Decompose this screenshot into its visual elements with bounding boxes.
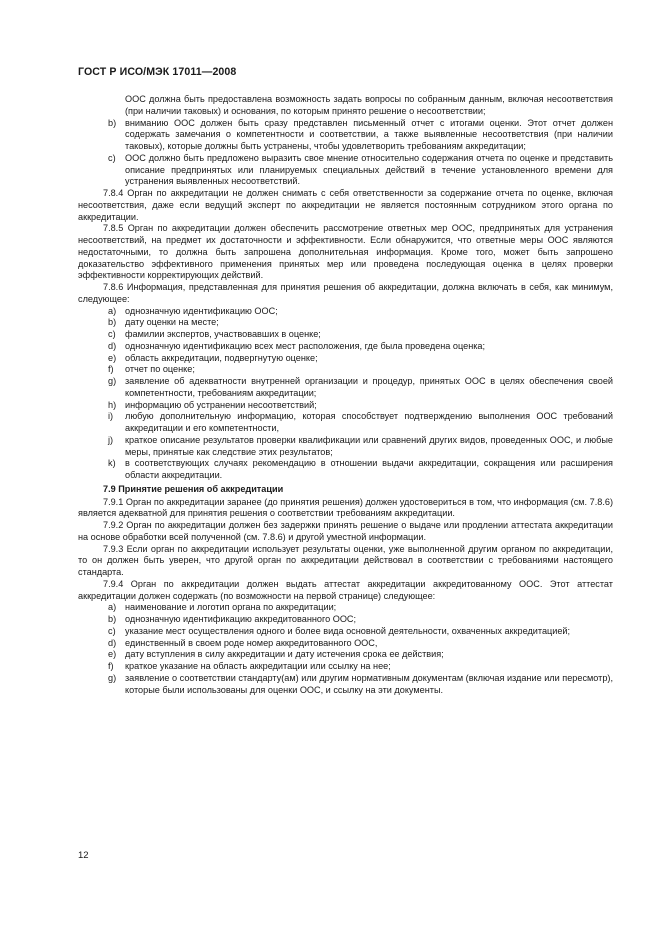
list-marker: h) — [108, 399, 117, 410]
paragraph: 7.9.4 Орган по аккредитации должен выдать аттестат аккредитации аккредитованному ООС. Этот аттестат аккредитации должен содержать (по возможности на первой странице) следующее: — [78, 578, 613, 601]
list-item-text: отчет по оценке; — [125, 364, 195, 375]
list-marker: b) — [108, 614, 117, 624]
list-item — [78, 353, 613, 365]
list-item — [78, 153, 613, 188]
list-item — [78, 458, 613, 482]
list-item-text: вниманию ООС должен быть сразу представлен письменный отчет с итогами оценки. Этот отчет должен содержать замечания о компетентности и соответствии, а также выявленные несоответствия (при наличии таковых), которые должны быть устранены, чтобы удовлетворить требованиям аккредитации; — [125, 117, 613, 151]
list-item-text: заявление об адекватности внутренней организации и процедур, принятых ООС в целях обеспечения своей компетентности, требованиям аккредитации; — [125, 376, 613, 398]
list-item-text: фамилии экспертов, участвовавших в оценке; — [125, 329, 321, 339]
list-item-text: краткое описание результатов проверки квалификации или сравнений других видов, проведенных ООС, и любые меры, принятые как следствие этих результатов; — [125, 434, 613, 457]
paragraph: 7.8.4 Орган по аккредитации не должен снимать с себя ответственности за содержание отчета по оценке, включая несоответствия, даже если ведущий эксперт по аккредитации не является постоянным сотрудником этого органа по аккредитации. — [78, 188, 613, 222]
list-marker: i) — [108, 411, 114, 422]
list-item — [78, 614, 613, 626]
list-item — [78, 306, 613, 318]
list-marker: f) — [108, 661, 114, 671]
list-marker: f) — [108, 364, 114, 375]
list-item-text: информацию об устранении несоответствий; — [125, 399, 317, 410]
list-marker: b) — [108, 317, 117, 328]
list-item-text: любую дополнительную информацию, которая способствует подтверждению выполнения ООС требований аккредитации и его компетентности, — [125, 411, 613, 433]
list-marker: c) — [108, 152, 116, 163]
list-item — [78, 341, 613, 353]
list-marker: d) — [108, 340, 117, 351]
list-item-text: область аккредитации, подвергнутую оценке; — [125, 352, 318, 363]
list-marker: j) — [108, 434, 114, 445]
list-marker: e) — [108, 352, 117, 363]
list-item — [78, 329, 613, 341]
list-item-text: ООС должно быть предложено выразить свое мнение относительно содержания отчета по оценке и представить описание предпринятых или планируемых специальных действий в течение установленного времени для устранения выявленных несоответствий. — [125, 152, 613, 187]
list-item — [78, 364, 613, 376]
document-body — [78, 94, 613, 696]
list-marker: c) — [108, 329, 116, 339]
list-item — [78, 376, 613, 400]
list-item — [78, 638, 613, 650]
list-marker: d) — [108, 637, 117, 648]
list-item-text: указание мест осуществления одного и более вида основной деятельности, охваченных аккредитацией; — [125, 625, 571, 636]
page-header: ГОСТ Р ИСО/МЭК 17011—2008 — [78, 66, 237, 78]
list-item-text: краткое указание на область аккредитации или ссылку на нее; — [125, 661, 391, 671]
list-marker: k) — [108, 458, 116, 469]
list-item — [78, 649, 613, 661]
list-item-text: наименование и логотип органа по аккредитации; — [125, 602, 337, 613]
list-item-text: единственный в своем роде номер аккредитованного ООС, — [125, 637, 378, 648]
list-marker: g) — [108, 376, 117, 386]
list-item — [78, 118, 613, 153]
list-marker: c) — [108, 625, 116, 636]
list-item — [78, 661, 613, 673]
page-number: 12 — [78, 850, 89, 861]
list-item-text: однозначную идентификацию ООС; — [125, 305, 278, 316]
paragraph: 7.9.1 Орган по аккредитации заранее (до принятия решения) должен удостовериться в том, что информация (см. 7.8.6) является адекватной для принятия решения о соответствии требованиям аккредитации. — [78, 496, 613, 519]
list-item-text: однозначную идентификацию всех мест расположения, где была проведена оценка; — [125, 340, 486, 351]
list-item — [78, 673, 613, 697]
list-marker: e) — [108, 649, 117, 660]
paragraph: 7.8.6 Информация, представленная для принятия решения об аккредитации, должна включать в себя, как минимум, следующее: — [78, 282, 613, 304]
paragraph: 7.9.3 Если орган по аккредитации использует результаты оценки, уже выполненной другим органом по аккредитации, то он должен быть уверен, что другой орган по аккредитации действовал в соответствии с требованиями настоящего стандарта. — [78, 543, 613, 577]
paragraph: ООС должна быть предоставлена возможность задать вопросы по собранным данным, включая несоответствия (при наличии таковых) и основания, по которым принято решение о несоответствии; — [125, 94, 613, 116]
list-item-text: дату оценки на месте; — [125, 317, 219, 328]
list-item-text: однозначную идентификацию аккредитованного ООС; — [125, 614, 357, 624]
paragraph: 7.8.5 Орган по аккредитации должен обеспечить рассмотрение ответных мер ООС, предпринятых для устранения несоответствий, на предмет их достаточности и эффективности. Если обнаружится, что ответные меры ООС являются недостаточными, то должна быть запрошена дополнительная информация. Кроме того, может быть запрошено доказательство эффективного применения принятых мер или проведена последующая оценка в целях проверки эффективности корректирующих действий. — [78, 223, 613, 281]
list-marker: a) — [108, 305, 117, 316]
list-item — [78, 400, 613, 412]
paragraph: 7.9.2 Орган по аккредитации должен без задержки принять решение о выдаче или продлении аттестата аккредитации на основе обработки всей полученной (см. 7.8.6) и другой уместной информации. — [78, 520, 613, 542]
list-item — [78, 411, 613, 435]
list-marker: b) — [108, 117, 117, 128]
list-item — [78, 317, 613, 329]
list-item — [78, 602, 613, 614]
list-marker: a) — [108, 602, 117, 613]
list-item — [78, 626, 613, 638]
list-item — [78, 435, 613, 459]
list-item-text: в соответствующих случаях рекомендацию в отношении выдачи аккредитации, сокращения или расширения области аккредитации. — [125, 458, 613, 480]
list-item-text: дату вступления в силу аккредитации и дату истечения срока ее действия; — [125, 649, 444, 660]
list-item-text: заявление о соответствии стандарту(ам) или другим нормативным документам (включая издание или пересмотр), которые были использованы для оценки ООС, и ссылку на эти документы. — [125, 672, 613, 695]
list-marker: g) — [108, 672, 117, 683]
section-heading: 7.9 Принятие решения об аккредитации — [103, 483, 284, 494]
